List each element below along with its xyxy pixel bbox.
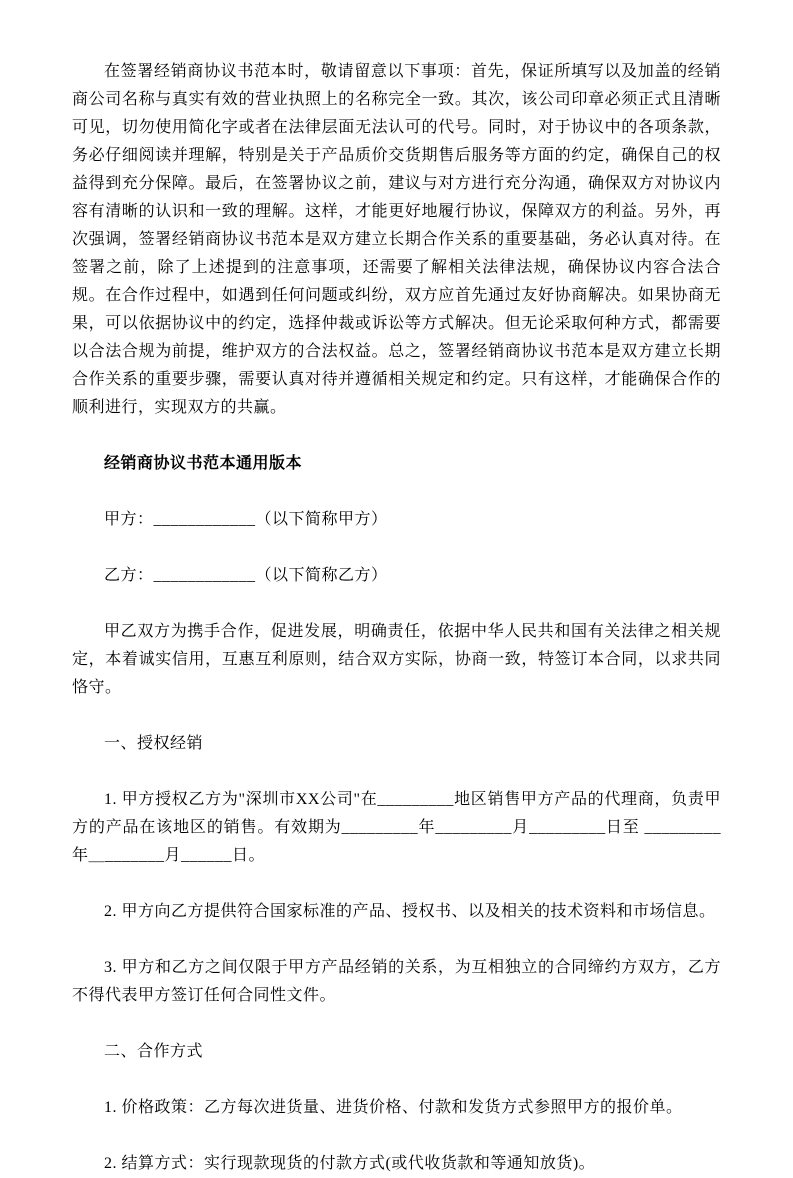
document-title: 经销商协议书范本通用版本 xyxy=(104,455,303,472)
section-2-heading: 二、合作方式 xyxy=(104,1043,204,1060)
party-b-line: 乙方：____________（以下简称乙方） xyxy=(104,567,388,584)
party-a-line: 甲方：____________（以下简称甲方） xyxy=(104,511,388,528)
section-1-heading: 一、授权经销 xyxy=(104,735,204,752)
notes-paragraph: 在签署经销商协议书范本时，敬请留意以下事项：首先，保证所填写以及加盖的经销商公司名称与真实有效的营业执照上的名称完全一致。其次，该公司印章必须正式且清晰可见，切勿使用简化字或者在法律层面无法认可的代号。同时，对于协议中的各项条款，务必仔细阅读并理解，特别是关于产品质价交货期售后服务等方面的约定，确保自己的权益得到充分保障。最后，在签署协议之前，建议与对方进行充分沟通，确保双方对协议内容有清晰的认识和一致的理解。这样，才能更好地履行协议，保障双方的利益。另外，再次强调，签署经销商协议书范本是双方建立长期合作关系的重要基础，务必认真对待。在签署之前，除了上述提到的注意事项，还需要了解相关法律法规，确保协议内容合法合规。在合作过程中，如遇到任何问题或纠纷，双方应首先通过友好协商解决。如果协商无果，可以依据协议中的约定，选择仲裁或诉讼等方式解决。但无论采取何种方式，都需要以合法合规为前提，维护双方的合法权益。总之，签署经销商协议书范本是双方建立长期合作关系的重要步骤，需要认真对待并遵循相关规定和约定。只有这样，才能确保合作的顺利进行，实现双方的共赢。 xyxy=(72,63,721,416)
clause-2-1: 1. 价格政策：乙方每次进货量、进货价格、付款和发货方式参照甲方的报价单。 xyxy=(104,1099,683,1116)
clause-1-1: 1. 甲方授权乙方为"深圳市XX公司"在_________地区销售甲方产品的代理商，负责甲方的产品在该地区的销售。有效期为_________年_________月_________日至 _________年＿_______月______日。 xyxy=(72,791,721,864)
document-body xyxy=(72,58,721,1178)
clause-1-2: 2. 甲方向乙方提供符合国家标准的产品、授权书、以及相关的技术资料和市场信息。 xyxy=(104,903,716,920)
clause-2-2: 2. 结算方式：实行现款现货的付款方式(或代收货款和等通知放货)。 xyxy=(104,1155,596,1172)
preamble-paragraph: 甲乙双方为携手合作，促进发展，明确责任，依据中华人民共和国有关法律之相关规定，本着诚实信用，互惠互利原则，结合双方实际，协商一致，特签订本合同，以求共同恪守。 xyxy=(72,623,721,696)
clause-1-3: 3. 甲方和乙方之间仅限于甲方产品经销的关系，为互相独立的合同缔约方双方，乙方不得代表甲方签订任何合同性文件。 xyxy=(72,959,721,1004)
